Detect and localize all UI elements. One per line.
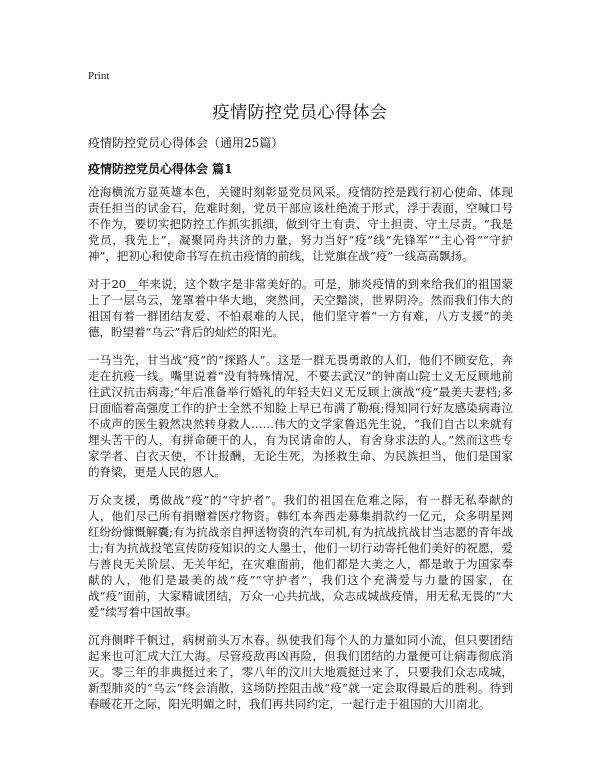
body-paragraph: 沧海横流方显英雄本色，关键时刻彰显党员风采。疫情防控是践行初心使命、体现责任担当的试金石，危难时刻，党员干部应该杜绝流于形式，浮于表面，空喊口号不作为，要切实把防控工作抓实抓细，做到守土有责、守土担责、守土尽责。“我是党员，我先上”，凝聚同舟共济的力量，努力当好“疫”线“先锋军”“主心骨”“守护神”，把初心和使命书写在抗击疫情的前线，让党旗在战“疫”一线高高飘扬。 xyxy=(88,185,513,263)
body-paragraph: 万众支援，勇做战“疫”的“守护者”。我们的祖国在危难之际，有一群无私奉献的人，他们尽己所有捐赠着医疗物资。韩红本奔西走募集捐款约一亿元，众多明星网红纷纷慷慨解囊;有为抗战亲自押送物资的汽车司机,有为抗战抗战甘当志愿的青年战士;有为抗战投笔宣传防疫知识的文人墨士，他们一切行动寄托他们美好的祝愿，爱与善良无关阶层、无关年纪，在灾难面前，他们都是大美之人，都是敢于为国家奉献的人，他们是最美的战“疫”“守护者”，我们这个充满爱与力量的国家，在战“疫”面前，大家精诚团结，万众一心共抗战，众志成城战疫情，用无私无畏的“大爱”续写着中国故事。 xyxy=(88,493,513,619)
body-paragraph: 沉舟侧畔千帆过，病树前头万木春。纵使我们每个人的力量如同小流，但只要团结起来也可汇成大江大海。尽管疫敌再凶再险，但我们团结的力量便可让病毒彻底消灭。零三年的非典挺过来了，零八年的汶川大地震挺过来了，只要我们众志成城，新型肺炎的“乌云”终会消散，这场防控阻击战“疫”就一定会取得最后的胜利。待到春暖花开之际，阳光明媚之时，我们再共同约定，一起行走于祖国的大川南北。 xyxy=(88,633,513,711)
document-subtitle: 疫情防控党员心得体会（通用25篇） xyxy=(88,136,284,150)
body-paragraph: 一马当先，甘当战“疫”的“探路人”。这是一群无畏勇敢的人们，他们不顾安危，奔走在抗疫一线。嘴里说着“没有特殊情况，不要去武汉”的钟南山院士义无反顾地前往武汉抗击病毒;“年后准备举行婚礼的年轻夫妇义无反顾上演战“疫”最美夫妻档;多日面临着高强度工作的护士全然不知脸上早已布满了勒痕;得知同行好友感染病毒泣不成声的医生毅然决然转身救人……伟大的文学家鲁迅先生说，“我们自古以来就有埋头苦干的人，有拼命硬干的人，有为民请命的人，有舍身求法的人。”然而这些专家学者、白衣天使，不计报酬，无论生死，为拯救生命、为民族担当，他们是国家的脊梁，更是人民的恩人。 xyxy=(88,353,513,479)
print-link[interactable]: Print xyxy=(88,70,110,82)
section-heading: 疫情防控党员心得体会 篇1 xyxy=(88,162,233,176)
document-title: 疫情防控党员心得体会 xyxy=(212,103,388,123)
body-paragraph: 对于20__年来说，这个数字是非常美好的。可是，肺炎疫情的到来给我们的祖国蒙上了一层乌云，笼罩着中华大地，突然间，天空黯淡，世界阴冷。然而我们伟大的祖国有着一群团结友爱、不怕艰难的人民，他们坚守着“一方有难，八方支援”的美德，盼望着“乌云”背后的灿烂的阳光。 xyxy=(88,277,513,339)
article-body xyxy=(88,184,513,724)
